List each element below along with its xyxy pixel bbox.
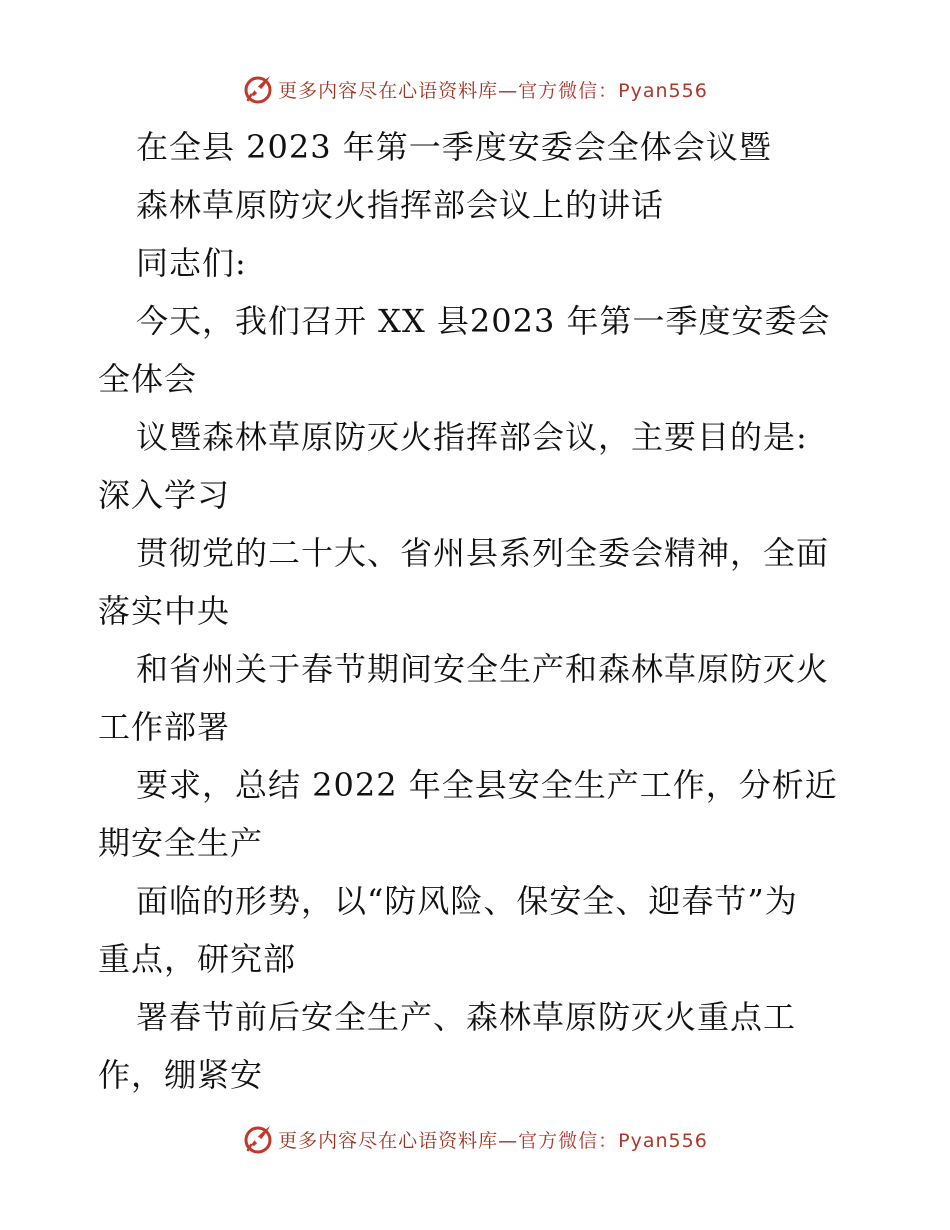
banner-text (278, 76, 708, 103)
document-body (98, 118, 858, 1104)
body-paragraphs (98, 292, 858, 1104)
body-text-line: 今天，我们召开 XX 县2023 年第一季度安委会 (136, 302, 831, 340)
body-text-line: 面临的形势，以“防风险、保安全、迎春节”为 (136, 882, 798, 920)
banner-wechat-id: 官方微信：Pyan556 (518, 79, 708, 102)
body-text-line: 期安全生产 (98, 824, 264, 862)
document-title-line: 森林草原防灾火指挥部会议上的讲话 (136, 186, 665, 224)
banner-text-main: 更多内容尽在心语资料库— (278, 1129, 519, 1152)
header-watermark-banner (0, 72, 950, 106)
quill-logo-icon (242, 73, 274, 105)
body-text-line: 工作部署 (98, 708, 231, 746)
greeting: 同志们: (136, 244, 247, 282)
body-text-line: 深入学习 (98, 476, 231, 514)
body-text-line: 议暨森林草原防灭火指挥部会议，主要目的是: (136, 418, 808, 456)
banner-text-main: 更多内容尽在心语资料库— (278, 79, 519, 102)
body-text-line: 全体会 (98, 360, 198, 398)
body-text-line: 落实中央 (98, 592, 231, 630)
body-text-line: 和省州关于春节期间安全生产和森林草原防灭火 (136, 650, 830, 688)
body-text-line: 贯彻党的二十大、省州县系列全委会精神，全面 (136, 534, 830, 572)
body-text-line: 重点，研究部 (98, 940, 297, 978)
quill-logo-icon (242, 1123, 274, 1155)
body-text-line: 要求，总结 2022 年全县安全生产工作，分析近 (136, 766, 838, 804)
footer-watermark-banner (0, 1122, 950, 1156)
banner-text (278, 1126, 708, 1153)
body-text-line: 署春节前后安全生产、森林草原防灭火重点工 (136, 998, 797, 1036)
document-title-line: 在全县 2023 年第一季度安委会全体会议暨 (136, 128, 772, 166)
body-text-line: 作，绷紧安 (98, 1056, 264, 1094)
banner-wechat-id: 官方微信：Pyan556 (518, 1129, 708, 1152)
